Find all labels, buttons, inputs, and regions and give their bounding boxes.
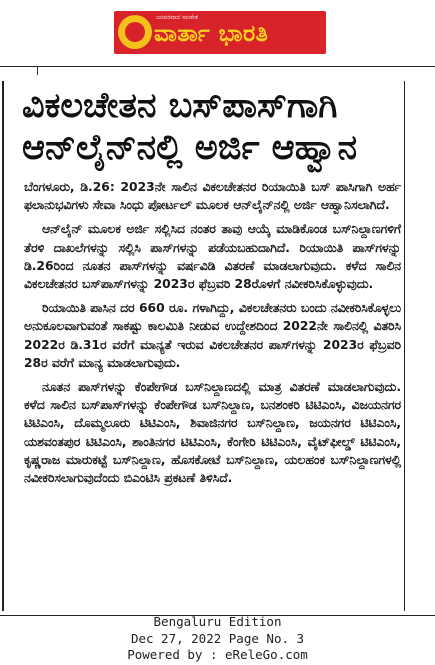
news-article: [2, 81, 405, 611]
article-paragraph: ರಿಯಾಯಿತಿ ಪಾಸಿನ ದರ 660 ರೂ. ಗಳಾಗಿದ್ದು, ವಿಕಲಚೇತನರು ಬಂದು ನವೀಕರಿಸಿಕೊಳ್ಳಲು ಅನುಕೂಲವಾಗುವಂತೆ ಸಾಕಷ್ಟು ಕಾಲಮಿತಿ ನೀಡುವ ಉದ್ದೇಶದಿಂದ 2022ನೇ ಸಾಲಿನಲ್ಲಿ ವಿತರಿಸಿ 2022ರ ಡಿ.31ರ ವರೆಗೆ ಮಾನ್ಯತೆ ಇರುವ ವಿಕಲಚೇತನರ ಪಾಸ್‌ಗಳನ್ನು 2023ರ ಫೆಬ್ರವರಿ 28ರ ವರೆಗೆ ಮಾನ್ಯ ಮಾಡಲಾಗುವುದು.: [24, 301, 401, 370]
vartha-bharathi-logo: [114, 11, 326, 54]
paragraph-text: 2023ನೇ ಸಾಲಿನ ವಿಕಲಚೇತನರ ರಿಯಾಯಿತಿ ಬಸ್ ಪಾಸಿಗಾಗಿ ಅರ್ಹ ಫಲಾನುಭವಿಗಳು ಸೇವಾ ಸಿಂಧು ಪೋರ್ಟಲ್ ಮೂಲಕ ಆನ್‌ಲೈನ್‌ನಲ್ಲಿ ಅರ್ಜಿ ಆಹ್ವಾನಿಸಲಾಗಿದೆ.: [24, 180, 401, 213]
footer-powered-by: Powered by : eReleGo.com: [127, 647, 308, 662]
headline-line-1: ವಿಕಲಚೇತನ ಬಸ್‌ಪಾಸ್‌ಗಾಗಿ: [22, 86, 338, 126]
logo-tagline: ಜನಪರವಾದ ಸಾಂಕೇತ: [156, 14, 198, 21]
article-paragraph: [24, 178, 401, 214]
frame-divider-tick: [37, 67, 38, 75]
clipping-frame: [0, 66, 435, 616]
article-paragraph: ನೂತನ ಪಾಸ್‌ಗಳನ್ನು ಕೆಂಪೇಗೌಡ ಬಸ್‌ನಿಲ್ದಾಣದಲ್ಲಿ ಮಾತ್ರ ವಿತರಣೆ ಮಾಡಲಾಗುವುದು. ಕಳೆದ ಸಾಲಿನ ಬಸ್‌ಪಾಸ್‌ಗಳನ್ನು ಕೆಂಪೇಗೌಡ ಬಸ್‌ನಿಲ್ದಾಣ, ಬನಶಂಕರಿ ಟಿಟಿಎಂಸಿ, ವಿಜಯನಗರ ಟಿಟಿಎಂಸಿ, ದೊಮ್ಮಲೂರು ಟಿಟಿಎಂಸಿ, ಶಿವಾಜಿನಗರ ಬಸ್‌ನಿಲ್ದಾಣ, ಜಯನಗರ ಟಿಟಿಎಂಸಿ, ಯಶವಂತಪುರ ಟಿಟಿಎಂಸಿ, ಶಾಂತಿನಗರ ಟಿಟಿಎಂಸಿ, ಕೆಂಗೇರಿ ಟಿಟಿಎಂಸಿ, ವೈಟ್‌ಫೀಲ್ಡ್ ಟಿಟಿಎಂಸಿ, ಕೃಷ್ಣರಾಜ ಮಾರುಕಟ್ಟೆ ಬಸ್‌ನಿಲ್ದಾಣ, ಹೊಸಕೋಟೆ ಬಸ್‌ನಿಲ್ದಾಣ, ಯಲಹಂಕ ಬಸ್‌ನಿಲ್ದಾಣಗಳಲ್ಲಿ ನವೀಕರಿಸಲಾಗುವುದೆಂದು ಬಿಎಂಟಿಸಿ ಪ್ರಕಟಣೆ ತಿಳಿಸಿದೆ.: [24, 380, 401, 486]
edition-footer: [0, 614, 435, 664]
logo-name: ವಾರ್ತಾ ಭಾರತಿ: [154, 21, 269, 47]
article-headline: [4, 85, 404, 169]
article-body: [24, 178, 401, 493]
article-dateline: ಬೆಂಗಳೂರು, ಡಿ.26:: [24, 180, 115, 194]
headline-line-2: ಆನ್‌ಲೈನ್‌ನಲ್ಲಿ ಅರ್ಜಿ ಆಹ್ವಾನ: [22, 128, 358, 168]
logo-emblem-icon: [118, 15, 152, 49]
article-paragraph: ಆನ್‌ಲೈನ್ ಮೂಲಕ ಅರ್ಜಿ ಸಲ್ಲಿಸಿದ ನಂತರ ತಾವು ಆಯ್ಕೆ ಮಾಡಿಕೊಂಡ ಬಸ್‌ನಿಲ್ದಾಣಗಳಿಗೆ ತೆರಳಿ ದಾಖಲೆಗಳನ್ನು ಸಲ್ಲಿಸಿ ಪಾಸ್‌ಗಳನ್ನು ಪಡೆಯಬಹುದಾಗಿದೆ. ರಿಯಾಯಿತಿ ಪಾಸ್‌ಗಳನ್ನು ಡಿ.26ರಿಂದ ನೂತನ ಪಾಸ್‌ಗಳನ್ನು ವರ್ಷವಿಡಿ ವಿತರಣೆ ಮಾಡಲಾಗುವುದು. ಕಳೆದ ಸಾಲಿನ ವಿಕಲಚೇತನರ ಬಸ್‌ಪಾಸ್‌ಗಳನ್ನು 2023ರ ಫೆಬ್ರವರಿ 28ರೊಳಗೆ ನವೀಕರಿಸಿಕೊಳ್ಳುವುದು.: [24, 222, 401, 292]
footer-date-page: Dec 27, 2022 Page No. 3: [130, 630, 305, 646]
footer-edition: Bengaluru Edition: [153, 614, 282, 629]
